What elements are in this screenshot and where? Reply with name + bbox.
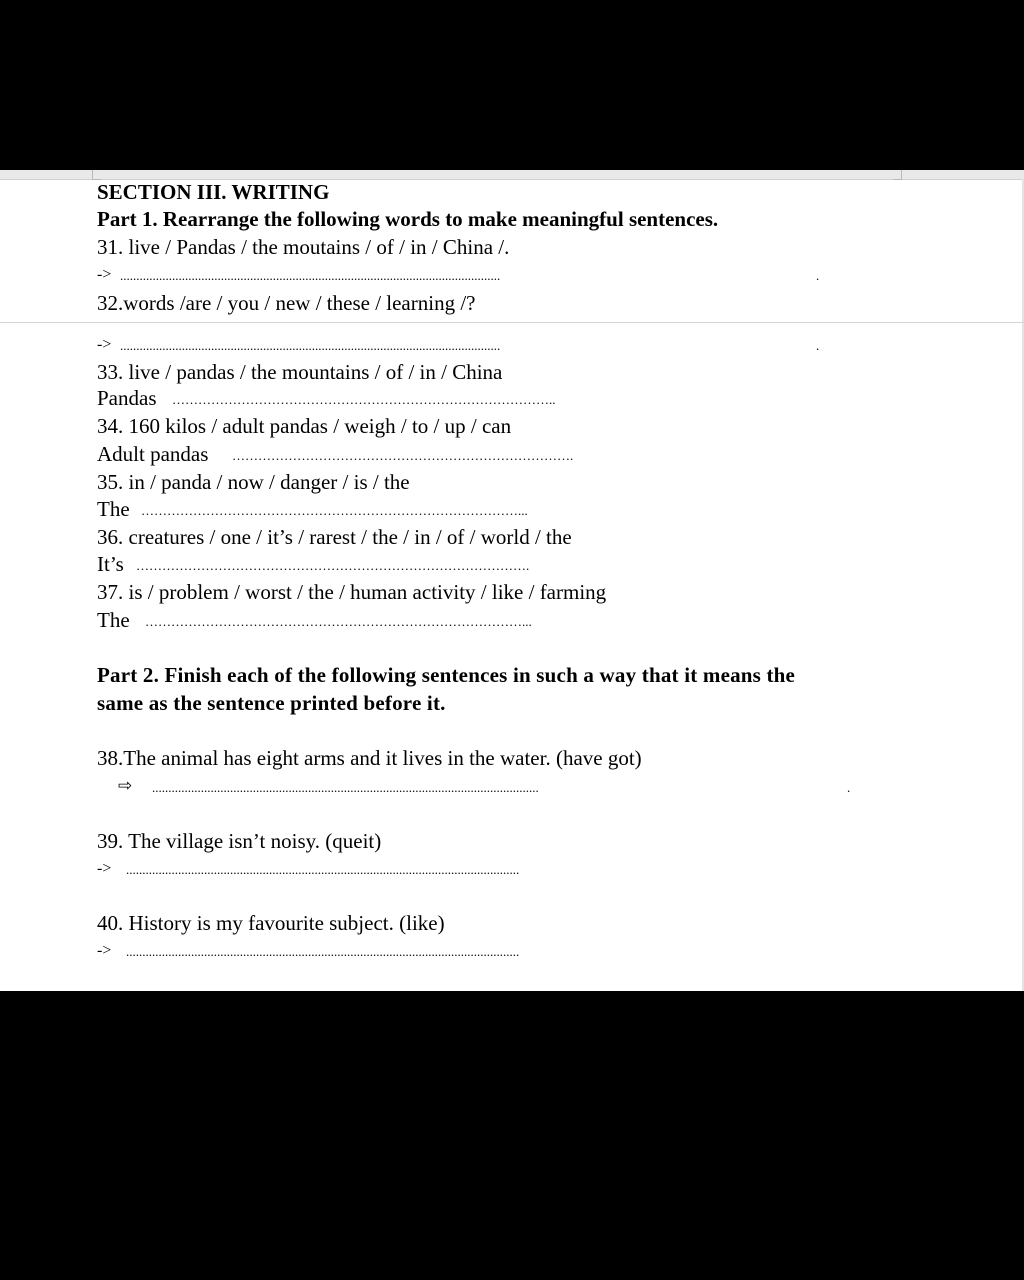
page-break-line xyxy=(0,322,1024,323)
q37-prompt: 37. is / problem / worst / the / human activity / like / farming xyxy=(97,580,607,604)
q38-answer-end: . xyxy=(847,780,851,795)
q35-answer-dots[interactable]: ……………………………………………………………………………... xyxy=(141,503,528,518)
q32-answer-prefix: -> xyxy=(97,336,112,353)
q33-answer-start: Pandas xyxy=(97,386,157,410)
q34-answer-start: Adult pandas xyxy=(97,442,209,466)
part2-heading-line2: same as the sentence printed before it. xyxy=(97,691,446,715)
q39-prompt: 39. The village isn’t noisy. (queit) xyxy=(97,829,382,853)
document-page xyxy=(0,170,1024,991)
q31-prompt: 31. live / Pandas / the moutains / of / in / China /. xyxy=(97,235,510,259)
q32-answer-end: . xyxy=(816,338,820,353)
q40-answer-prefix: -> xyxy=(97,942,112,959)
q34-answer-dots[interactable]: ……………………………………………………………………. xyxy=(232,448,574,463)
q32-answer-dots[interactable]: ..................................................................................................................... xyxy=(120,338,501,353)
right-margin-marker xyxy=(893,170,902,180)
q31-answer-prefix: -> xyxy=(97,266,112,283)
q33-prompt: 33. live / pandas / the mountains / of / in / China xyxy=(97,360,503,384)
black-bottom-band xyxy=(0,991,1024,1280)
q38-prompt: 38.The animal has eight arms and it lives in the water. (have got) xyxy=(97,746,642,770)
q36-answer-start: It’s xyxy=(97,552,124,576)
q37-answer-dots[interactable]: ……………………………………………………………………………... xyxy=(145,614,532,629)
q36-answer-dots[interactable]: ………………………………………………………………………………. xyxy=(136,558,530,573)
part2-heading-line1: Part 2. Finish each of the following sentences in such a way that it means the xyxy=(97,663,796,687)
part1-heading: Part 1. Rearrange the following words to make meaningful sentences. xyxy=(97,207,719,231)
q35-answer-start: The xyxy=(97,497,130,521)
q33-answer-dots[interactable]: …………………………………………………………………………….. xyxy=(172,392,556,407)
black-top-band xyxy=(0,0,1024,170)
q35-prompt: 35. in / panda / now / danger / is / the xyxy=(97,470,410,494)
q40-answer-dots[interactable]: ......................................................................................................................... xyxy=(126,944,520,959)
q39-answer-prefix: -> xyxy=(97,860,112,877)
q38-answer-dots[interactable]: ....................................................................................................................... xyxy=(152,780,539,795)
q39-answer-dots[interactable]: ......................................................................................................................... xyxy=(126,862,520,877)
q37-answer-start: The xyxy=(97,608,130,632)
q36-prompt: 36. creatures / one / it’s / rarest / the / in / of / world / the xyxy=(97,525,572,549)
q38-arrow-icon: ⇨ xyxy=(118,776,133,796)
q31-answer-dots[interactable]: ..................................................................................................................... xyxy=(120,268,501,283)
q34-prompt: 34. 160 kilos / adult pandas / weigh / to / up / can xyxy=(97,414,512,438)
q40-prompt: 40. History is my favourite subject. (like) xyxy=(97,911,445,935)
q31-answer-end: . xyxy=(816,268,820,283)
q32-prompt: 32.words /are / you / new / these / learning /? xyxy=(97,291,476,315)
section-title: SECTION III. WRITING xyxy=(97,180,330,204)
